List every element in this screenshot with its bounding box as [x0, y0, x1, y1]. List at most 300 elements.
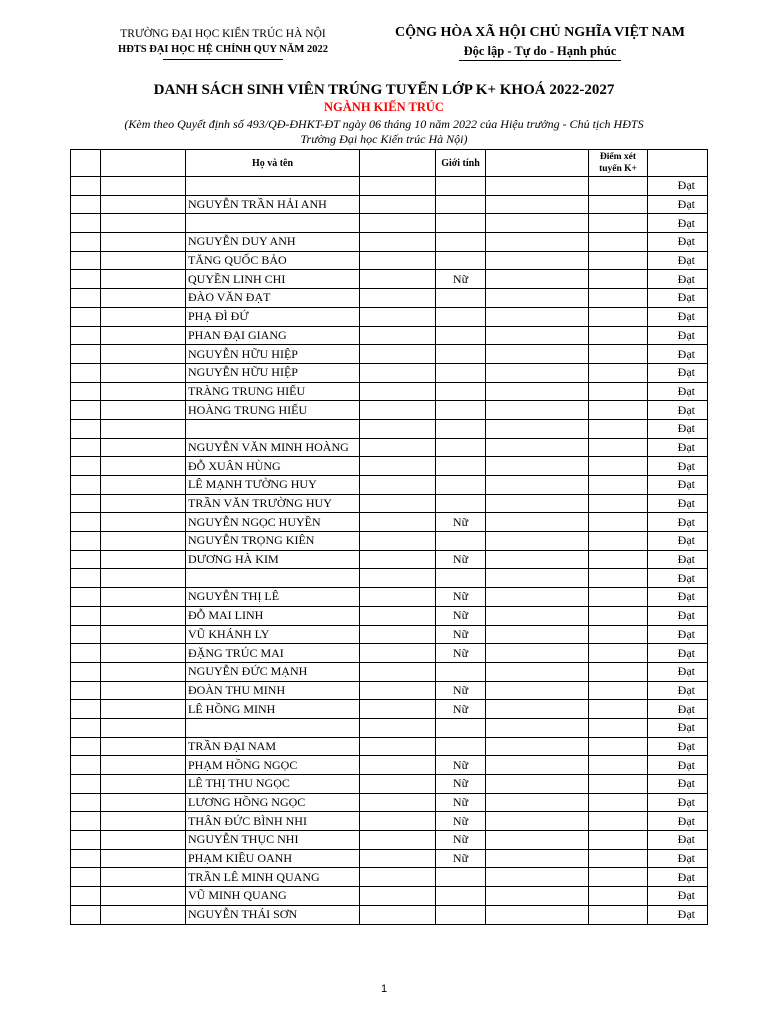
cell-blank-2 [486, 831, 589, 850]
admission-result: Đạt [648, 849, 708, 868]
header-gender: Giới tính [436, 150, 486, 177]
admission-result: Đạt [648, 419, 708, 438]
cell-index [71, 550, 101, 569]
cell-index [71, 401, 101, 420]
cell-blank-2 [486, 718, 589, 737]
admission-result: Đạt [648, 681, 708, 700]
admission-result: Đạt [648, 401, 708, 420]
cell-index [71, 775, 101, 794]
student-name: TRẦN VĂN TRƯỜNG HUY [186, 494, 360, 513]
cell-blank [360, 625, 436, 644]
admission-result: Đạt [648, 793, 708, 812]
cell-id [101, 363, 186, 382]
table-row [71, 476, 708, 495]
institution-header [88, 26, 358, 60]
page-number: 1 [380, 983, 388, 995]
student-name: LÊ HỒNG MINH [186, 700, 360, 719]
cell-score [589, 569, 648, 588]
student-gender [436, 438, 486, 457]
cell-blank [360, 831, 436, 850]
student-gender [436, 419, 486, 438]
cell-index [71, 569, 101, 588]
cell-score [589, 588, 648, 607]
cell-blank [360, 887, 436, 906]
cell-score [589, 195, 648, 214]
cell-blank-2 [486, 550, 589, 569]
student-gender: Nữ [436, 831, 486, 850]
table-row [71, 251, 708, 270]
cell-blank [360, 569, 436, 588]
student-gender: Nữ [436, 681, 486, 700]
cell-id [101, 606, 186, 625]
cell-id [101, 737, 186, 756]
cell-score [589, 532, 648, 551]
student-name: LƯƠNG HỒNG NGỌC [186, 793, 360, 812]
student-name: NGUYỄN HỮU HIỆP [186, 345, 360, 364]
admission-result: Đạt [648, 326, 708, 345]
cell-index [71, 307, 101, 326]
cell-score [589, 438, 648, 457]
cell-score [589, 756, 648, 775]
cell-score [589, 849, 648, 868]
cell-id [101, 532, 186, 551]
table-row [71, 550, 708, 569]
admission-result: Đạt [648, 905, 708, 924]
cell-index [71, 494, 101, 513]
student-gender [436, 887, 486, 906]
admission-result: Đạt [648, 345, 708, 364]
table-row [71, 812, 708, 831]
cell-score [589, 307, 648, 326]
cell-index [71, 177, 101, 196]
header-cell-result [648, 150, 708, 177]
student-gender [436, 233, 486, 252]
header-underline [163, 59, 283, 60]
cell-blank-2 [486, 756, 589, 775]
table-row [71, 868, 708, 887]
cell-score [589, 644, 648, 663]
cell-id [101, 382, 186, 401]
cell-score [589, 177, 648, 196]
cell-id [101, 419, 186, 438]
student-gender [436, 345, 486, 364]
cell-score [589, 419, 648, 438]
cell-blank-2 [486, 476, 589, 495]
student-gender: Nữ [436, 588, 486, 607]
cell-blank [360, 307, 436, 326]
student-gender [436, 214, 486, 233]
header-cell-id [101, 150, 186, 177]
cell-index [71, 233, 101, 252]
cell-blank [360, 756, 436, 775]
cell-id [101, 644, 186, 663]
admission-result: Đạt [648, 588, 708, 607]
cell-blank-2 [486, 681, 589, 700]
student-gender [436, 457, 486, 476]
cell-blank-2 [486, 401, 589, 420]
student-name: PHẠM KIỀU OANH [186, 849, 360, 868]
cell-id [101, 831, 186, 850]
cell-blank-2 [486, 177, 589, 196]
cell-score [589, 494, 648, 513]
table-header-row [71, 150, 708, 177]
cell-blank-2 [486, 363, 589, 382]
cell-blank [360, 195, 436, 214]
cell-score [589, 214, 648, 233]
cell-index [71, 700, 101, 719]
cell-blank [360, 476, 436, 495]
student-name [186, 214, 360, 233]
decision-note: (Kèm theo Quyết định số 493/QĐ-ĐHKT-ĐT ngày 06 tháng 10 năm 2022 của Hiệu trưởng - Chủ tịch HĐTS Trường Đại học Kiến trúc Hà Nội) [124, 117, 644, 146]
cell-index [71, 532, 101, 551]
cell-blank [360, 214, 436, 233]
admission-result: Đạt [648, 606, 708, 625]
document-subtitle: NGÀNH KIẾN TRÚC [324, 100, 444, 114]
cell-score [589, 662, 648, 681]
cell-blank [360, 345, 436, 364]
cell-blank [360, 233, 436, 252]
student-gender: Nữ [436, 270, 486, 289]
cell-blank [360, 662, 436, 681]
cell-id [101, 793, 186, 812]
admission-result: Đạt [648, 195, 708, 214]
table-row [71, 195, 708, 214]
cell-index [71, 438, 101, 457]
student-name: NGUYỄN THỤC NHI [186, 831, 360, 850]
cell-blank [360, 532, 436, 551]
student-gender: Nữ [436, 812, 486, 831]
cell-score [589, 326, 648, 345]
table-row [71, 681, 708, 700]
cell-index [71, 662, 101, 681]
cell-id [101, 438, 186, 457]
cell-id [101, 476, 186, 495]
table-row [71, 831, 708, 850]
student-gender: Nữ [436, 644, 486, 663]
cell-index [71, 737, 101, 756]
cell-index [71, 793, 101, 812]
admission-result: Đạt [648, 177, 708, 196]
table-row [71, 326, 708, 345]
cell-score [589, 700, 648, 719]
admission-result: Đạt [648, 550, 708, 569]
cell-blank [360, 513, 436, 532]
cell-id [101, 775, 186, 794]
student-name: ĐỖ MAI LINH [186, 606, 360, 625]
table-row [71, 700, 708, 719]
cell-blank [360, 326, 436, 345]
table-row [71, 532, 708, 551]
admission-result: Đạt [648, 718, 708, 737]
admission-result: Đạt [648, 251, 708, 270]
national-motto: Độc lập - Tự do - Hạnh phúc [463, 44, 617, 58]
cell-blank [360, 606, 436, 625]
table-row [71, 270, 708, 289]
cell-score [589, 737, 648, 756]
cell-blank-2 [486, 270, 589, 289]
table-row [71, 494, 708, 513]
admission-result: Đạt [648, 438, 708, 457]
admission-result: Đạt [648, 270, 708, 289]
student-name: NGUYỄN HỮU HIỆP [186, 363, 360, 382]
cell-index [71, 419, 101, 438]
table-row [71, 887, 708, 906]
cell-blank-2 [486, 905, 589, 924]
national-header [390, 24, 690, 61]
cell-blank [360, 251, 436, 270]
cell-blank-2 [486, 793, 589, 812]
admission-result: Đạt [648, 644, 708, 663]
table-row [71, 457, 708, 476]
cell-id [101, 718, 186, 737]
cell-score [589, 289, 648, 308]
student-name: NGUYỄN DUY ANH [186, 233, 360, 252]
cell-blank-2 [486, 887, 589, 906]
student-gender: Nữ [436, 700, 486, 719]
cell-id [101, 251, 186, 270]
table-row [71, 849, 708, 868]
header-name: Họ và tên [186, 150, 360, 177]
cell-score [589, 625, 648, 644]
cell-blank-2 [486, 382, 589, 401]
cell-score [589, 233, 648, 252]
table-row [71, 662, 708, 681]
student-gender [436, 662, 486, 681]
cell-blank-2 [486, 251, 589, 270]
cell-score [589, 887, 648, 906]
cell-index [71, 363, 101, 382]
student-gender: Nữ [436, 625, 486, 644]
cell-blank-2 [486, 569, 589, 588]
student-table [70, 149, 708, 925]
cell-blank-2 [486, 233, 589, 252]
cell-blank [360, 737, 436, 756]
cell-blank [360, 363, 436, 382]
student-name: PHAN ĐẠI GIANG [186, 326, 360, 345]
student-gender [436, 737, 486, 756]
cell-blank [360, 382, 436, 401]
table-row [71, 438, 708, 457]
admission-result: Đạt [648, 569, 708, 588]
student-name: PHẠ ĐÌ ĐỨ [186, 307, 360, 326]
cell-score [589, 270, 648, 289]
cell-score [589, 363, 648, 382]
student-gender [436, 494, 486, 513]
header-cell-blank [360, 150, 436, 177]
motto-underline [459, 60, 621, 61]
cell-blank-2 [486, 457, 589, 476]
cell-blank-2 [486, 289, 589, 308]
student-name: DƯƠNG HÀ KIM [186, 550, 360, 569]
cell-blank [360, 177, 436, 196]
cell-index [71, 457, 101, 476]
student-gender [436, 195, 486, 214]
cell-index [71, 476, 101, 495]
cell-id [101, 307, 186, 326]
student-gender: Nữ [436, 606, 486, 625]
cell-blank [360, 681, 436, 700]
cell-id [101, 270, 186, 289]
admission-result: Đạt [648, 775, 708, 794]
table-row [71, 233, 708, 252]
cell-blank [360, 494, 436, 513]
student-gender [436, 326, 486, 345]
cell-id [101, 457, 186, 476]
cell-blank-2 [486, 644, 589, 663]
admission-result: Đạt [648, 700, 708, 719]
student-gender [436, 363, 486, 382]
cell-index [71, 905, 101, 924]
cell-score [589, 718, 648, 737]
table-row [71, 363, 708, 382]
cell-blank [360, 700, 436, 719]
cell-blank [360, 793, 436, 812]
cell-blank-2 [486, 662, 589, 681]
student-name: TRẦN ĐẠI NAM [186, 737, 360, 756]
table-row [71, 606, 708, 625]
cell-index [71, 868, 101, 887]
student-name: THÂN ĐỨC BÌNH NHI [186, 812, 360, 831]
cell-index [71, 195, 101, 214]
cell-id [101, 625, 186, 644]
cell-index [71, 345, 101, 364]
student-name: LÊ MẠNH TƯỜNG HUY [186, 476, 360, 495]
cell-id [101, 569, 186, 588]
cell-blank [360, 644, 436, 663]
cell-index [71, 625, 101, 644]
student-name: PHẠM HỒNG NGỌC [186, 756, 360, 775]
table-row [71, 177, 708, 196]
admission-result: Đạt [648, 532, 708, 551]
cell-score [589, 812, 648, 831]
cell-index [71, 718, 101, 737]
national-name: CỘNG HÒA XÃ HỘI CHỦ NGHĨA VIỆT NAM [394, 25, 685, 40]
student-gender: Nữ [436, 775, 486, 794]
student-gender [436, 476, 486, 495]
cell-id [101, 513, 186, 532]
student-gender [436, 251, 486, 270]
cell-blank [360, 849, 436, 868]
document-title: DANH SÁCH SINH VIÊN TRÚNG TUYỂN LỚP K+ KHOÁ 2022-2027 [153, 82, 615, 98]
table-body [71, 177, 708, 925]
cell-blank [360, 289, 436, 308]
cell-id [101, 177, 186, 196]
admission-result: Đạt [648, 887, 708, 906]
cell-id [101, 681, 186, 700]
cell-index [71, 289, 101, 308]
header-score: Điểm xét tuyển K+ [589, 150, 648, 177]
cell-id [101, 756, 186, 775]
table-row [71, 644, 708, 663]
cell-blank-2 [486, 588, 589, 607]
cell-score [589, 457, 648, 476]
cell-score [589, 476, 648, 495]
cell-index [71, 606, 101, 625]
cell-score [589, 382, 648, 401]
cell-blank-2 [486, 438, 589, 457]
table-row [71, 569, 708, 588]
student-name: NGUYỄN VĂN MINH HOÀNG [186, 438, 360, 457]
student-name: NGUYỄN THÁI SƠN [186, 905, 360, 924]
cell-score [589, 793, 648, 812]
cell-id [101, 214, 186, 233]
student-gender [436, 718, 486, 737]
cell-index [71, 214, 101, 233]
cell-blank [360, 775, 436, 794]
admission-result: Đạt [648, 513, 708, 532]
student-name [186, 569, 360, 588]
cell-id [101, 401, 186, 420]
admission-result: Đạt [648, 662, 708, 681]
student-gender [436, 868, 486, 887]
cell-score [589, 513, 648, 532]
table-row [71, 289, 708, 308]
university-name: TRƯỜNG ĐẠI HỌC KIẾN TRÚC HÀ NỘI [120, 28, 326, 40]
cell-score [589, 905, 648, 924]
admission-result: Đạt [648, 625, 708, 644]
admission-result: Đạt [648, 756, 708, 775]
cell-score [589, 345, 648, 364]
table-row [71, 756, 708, 775]
cell-blank-2 [486, 625, 589, 644]
cell-id [101, 195, 186, 214]
cell-index [71, 831, 101, 850]
table-row [71, 401, 708, 420]
cell-score [589, 775, 648, 794]
admission-result: Đạt [648, 476, 708, 495]
student-name: ĐỖ XUÂN HÙNG [186, 457, 360, 476]
cell-id [101, 849, 186, 868]
table-row [71, 214, 708, 233]
cell-score [589, 831, 648, 850]
cell-blank [360, 868, 436, 887]
student-name: NGUYỄN ĐỨC MẠNH [186, 662, 360, 681]
student-name: ĐẶNG TRÚC MAI [186, 644, 360, 663]
student-name [186, 177, 360, 196]
cell-id [101, 494, 186, 513]
cell-index [71, 326, 101, 345]
cell-blank-2 [486, 494, 589, 513]
student-gender: Nữ [436, 550, 486, 569]
table-row [71, 588, 708, 607]
cell-index [71, 382, 101, 401]
cell-index [71, 756, 101, 775]
cell-id [101, 868, 186, 887]
cell-blank-2 [486, 700, 589, 719]
cell-index [71, 849, 101, 868]
student-name: TĂNG QUỐC BẢO [186, 251, 360, 270]
admission-result: Đạt [648, 382, 708, 401]
student-name: NGUYỄN TRẦN HẢI ANH [186, 195, 360, 214]
student-name: NGUYỄN TRỌNG KIÊN [186, 532, 360, 551]
cell-index [71, 270, 101, 289]
admission-result: Đạt [648, 868, 708, 887]
cell-blank-2 [486, 775, 589, 794]
cell-score [589, 606, 648, 625]
cell-blank-2 [486, 812, 589, 831]
cell-blank [360, 905, 436, 924]
cell-index [71, 812, 101, 831]
student-gender: Nữ [436, 513, 486, 532]
admission-result: Đạt [648, 289, 708, 308]
student-gender [436, 307, 486, 326]
cell-index [71, 644, 101, 663]
student-gender [436, 289, 486, 308]
admission-result: Đạt [648, 233, 708, 252]
cell-score [589, 550, 648, 569]
cell-blank-2 [486, 307, 589, 326]
header-cell-index [71, 150, 101, 177]
